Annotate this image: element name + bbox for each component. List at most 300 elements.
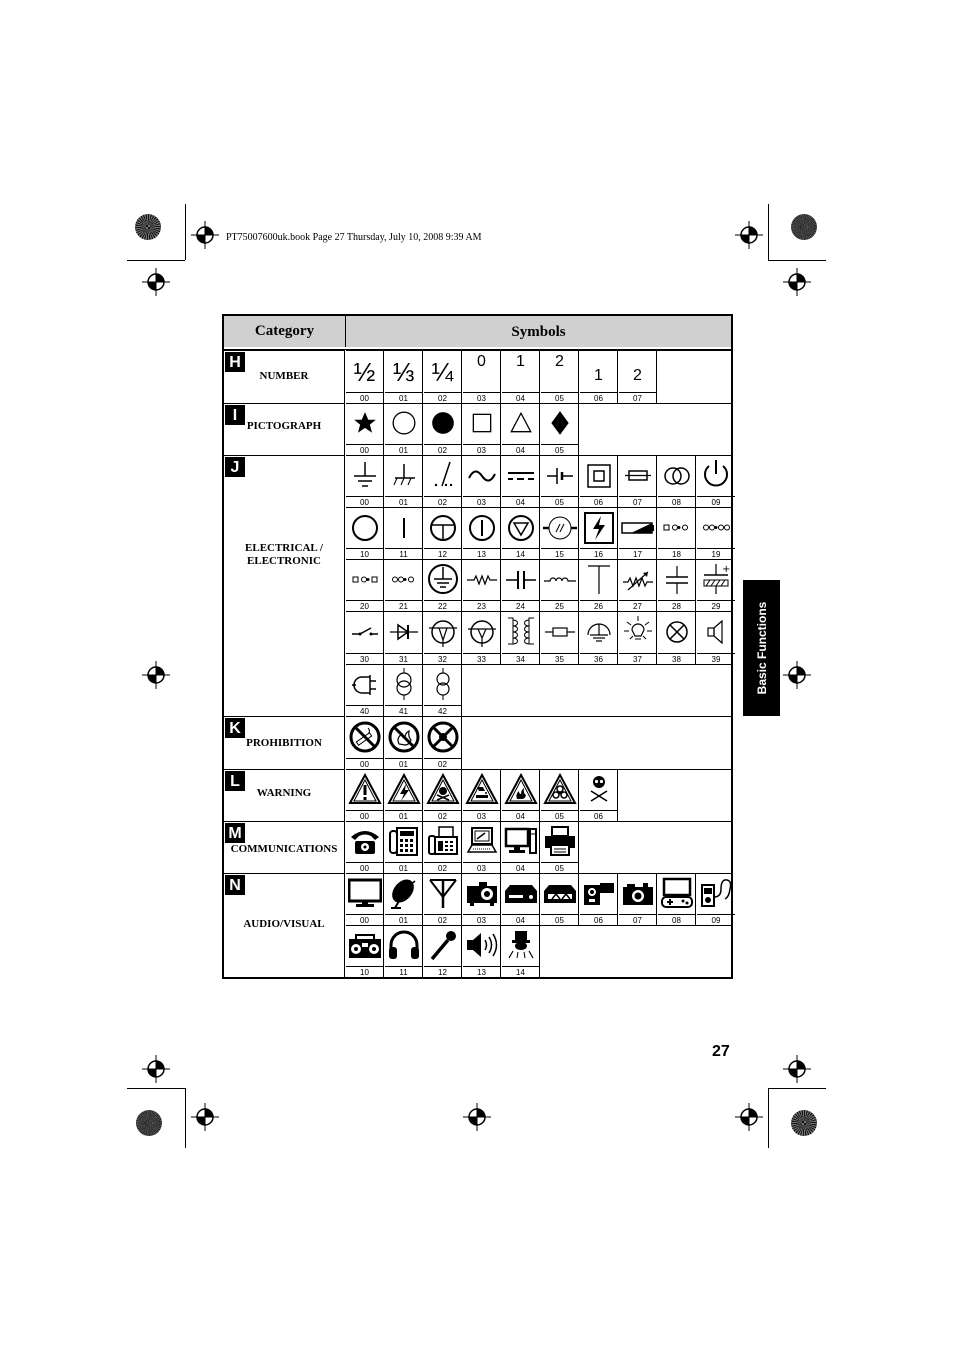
category-warning [224,769,345,821]
symbol-code: 00 [346,914,383,926]
category-name: PICTOGRAPH [246,420,322,432]
symbol-code: 09 [697,914,735,926]
symbol-cell[interactable] [541,770,579,822]
symbol-code: 20 [346,600,383,612]
symbol-cell[interactable] [697,560,735,612]
symbol-code: 17 [619,548,656,560]
symbol-cell[interactable] [502,404,540,456]
symbol-code: 00 [346,496,383,508]
symbol-cell[interactable] [424,665,462,717]
no-access-icon [424,720,461,754]
symbol-cell[interactable] [424,351,462,404]
symbol-code: 03 [463,496,500,508]
toxic-hazard-icon [424,773,461,805]
symbol-cell[interactable] [385,560,423,612]
speaker-icon [697,616,735,648]
symbol-code: 02 [424,914,461,926]
symbol-cell[interactable] [385,612,423,665]
symbol-code: 33 [463,653,500,665]
category-name: PROHIBITION [246,737,322,749]
superscript-one: 1 [516,353,525,370]
symbol-row-audio-visual-1 [346,873,731,925]
category-name: AUDIO/VISUAL [243,918,325,930]
symbol-cell[interactable] [580,612,618,665]
symbol-code: 00 [346,758,383,770]
category-prohibition [224,716,345,769]
symbol-cell[interactable] [502,560,540,612]
symbol-code: 13 [463,548,500,560]
symbol-code: 03 [463,444,500,456]
symbol-cell[interactable] [463,404,501,456]
triangle-outline-icon [502,410,539,436]
symbol-code: 00 [346,862,383,874]
symbol-code: 18 [658,548,695,560]
symbol-code: 07 [619,496,656,508]
symbol-cell[interactable] [424,404,462,456]
symbol-cell[interactable] [697,612,735,665]
symbol-cell[interactable] [463,508,501,560]
ground-icon [346,460,383,492]
symbol-code: 03 [463,810,500,822]
section-tab-label: Basic Functions [754,601,769,695]
symbol-cell[interactable] [619,560,657,612]
capacitor-icon [502,564,539,596]
symbol-cell[interactable] [580,770,618,822]
symbol-cell[interactable] [346,404,384,456]
symbol-code: 03 [463,392,500,404]
symbol-code: 35 [541,653,578,665]
symbol-code: 01 [385,496,422,508]
symbol-cell[interactable] [424,560,462,612]
symbol-cell[interactable] [502,456,540,508]
symbol-cell[interactable] [385,351,423,404]
registration-mark-icon [191,221,219,249]
category-letter: I [225,405,245,425]
symbol-cell[interactable] [619,508,657,560]
symbol-code: 34 [502,653,539,665]
symbol-cell[interactable] [424,508,462,560]
symbol-code: 04 [502,444,539,456]
symbol-cell[interactable] [346,874,384,926]
symbol-cell[interactable] [424,456,462,508]
antenna-dish-icon [580,616,617,648]
subscript-one: 1 [594,367,603,384]
on-off-icon [463,512,500,544]
symbol-row-electrical-5 [346,664,731,716]
symbol-code: 38 [658,653,695,665]
symbol-cell[interactable] [502,508,540,560]
headphones-icon [385,929,422,961]
antenna-icon [424,877,461,909]
symbol-cell[interactable] [346,560,384,612]
symbol-code: 39 [697,653,735,665]
print-header: PT75007600uk.book Page 27 Thursday, July 10, 2008 9:39 AM [226,232,482,243]
color-rosette-icon [136,1110,162,1136]
flammable-hazard-icon [502,773,539,805]
surround-sound-icon [502,929,539,961]
symbol-code: 41 [385,705,422,717]
desktop-computer-icon [502,825,539,857]
symbol-code: 13 [463,966,500,978]
crop-mark [127,1088,185,1089]
symbol-code: 27 [619,600,656,612]
category-communications [224,821,345,873]
symbol-cell[interactable] [463,926,501,978]
symbol-code: 37 [619,653,656,665]
symbol-code: 04 [502,392,539,404]
symbol-cell[interactable] [541,456,579,508]
motor-icon [424,512,461,544]
symbol-cell[interactable] [658,560,696,612]
microphone-icon [424,929,461,961]
registration-mark-icon [463,1103,491,1131]
symbol-code: 23 [463,600,500,612]
symbol-cell[interactable] [541,508,579,560]
color-rosette-icon [791,1110,817,1136]
symbol-cell[interactable] [502,874,540,926]
symbol-code: 03 [463,914,500,926]
symbol-code: 01 [385,810,422,822]
color-rosette-icon [791,214,817,240]
symbol-code: 01 [385,758,422,770]
registration-mark-icon [783,268,811,296]
symbol-cell[interactable] [580,351,618,404]
symbol-cell[interactable] [346,665,384,717]
symbol-code: 07 [619,392,656,404]
symbol-cell[interactable] [385,665,423,717]
registration-mark-icon [783,1055,811,1083]
symbol-cell[interactable] [619,612,657,665]
symbol-cell[interactable] [385,822,423,874]
symbol-row-audio-visual-2 [346,925,731,977]
symbol-cell[interactable] [385,404,423,456]
symbol-cell[interactable] [502,926,540,978]
symbol-code: 02 [424,862,461,874]
symbol-code: 01 [385,392,422,404]
telephone-icon [346,825,383,857]
symbol-code: 12 [424,548,461,560]
crop-mark [185,204,186,260]
connector-icon [697,512,735,544]
symbol-cell[interactable] [541,874,579,926]
alternating-current-icon [463,460,500,492]
page-number: 27 [712,1043,730,1060]
symbol-cell[interactable] [541,612,579,665]
resistor-box-icon [541,616,578,648]
led-icon [541,512,578,544]
fraction-half: ½ [353,357,376,387]
registration-mark-icon [142,661,170,689]
game-console-icon [658,877,695,909]
direct-current-icon [502,460,539,492]
high-voltage-icon [580,511,617,545]
television-icon [346,877,383,909]
symbol-code: 24 [502,600,539,612]
symbol-code: 02 [424,392,461,404]
color-rosette-icon [135,214,161,240]
symbol-code: 06 [580,392,617,404]
crop-mark [768,260,826,261]
diode-icon [385,616,422,648]
symbol-code: 05 [541,392,578,404]
transistor-npn-icon [424,616,461,648]
power-off-circle-icon [346,512,383,544]
double-insulation-icon [580,460,617,492]
video-camera-icon [580,877,617,909]
registration-mark-icon [735,221,763,249]
symbol-cell[interactable] [463,612,501,665]
symbol-code: 05 [541,444,578,456]
symbol-code: 16 [580,548,617,560]
symbol-cell[interactable] [463,874,501,926]
symbol-code: 11 [385,548,422,560]
symbol-row-pictograph [346,403,731,455]
indicator-lamp-icon [658,616,695,648]
symbol-cell[interactable] [424,822,462,874]
subscript-two: 2 [633,367,642,384]
symbol-cell[interactable] [502,822,540,874]
category-audio-visual [224,873,345,977]
symbol-row-number [346,350,731,403]
category-pictograph [224,403,345,455]
projector-icon [463,877,500,909]
symbol-cell[interactable] [658,612,696,665]
symbol-code: 09 [697,496,735,508]
category-name: WARNING [256,787,312,799]
symbol-code: 29 [697,600,735,612]
symbol-cell[interactable] [346,508,384,560]
polarized-capacitor-icon [697,563,735,595]
symbol-cell[interactable] [385,926,423,978]
symbol-cell[interactable] [541,822,579,874]
symbol-cell[interactable] [385,874,423,926]
camera-icon [619,877,656,909]
fraction-third: ⅓ [392,357,415,387]
no-smoking-icon [346,720,383,754]
symbol-code: 01 [385,862,422,874]
symbol-cell[interactable] [346,770,384,822]
superscript-two: 2 [555,353,564,370]
symbol-row-prohibition [346,716,731,769]
symbol-code: 05 [541,810,578,822]
symbol-code: 02 [424,810,461,822]
category-letter: J [225,457,245,477]
connector-icon [385,564,422,596]
symbol-code: 04 [502,914,539,926]
symbol-code: 02 [424,444,461,456]
symbol-cell[interactable] [385,717,423,770]
symbol-cell[interactable] [463,770,501,822]
symbol-code: 06 [580,914,617,926]
stop-triangle-icon [502,512,539,544]
symbol-code: 03 [463,862,500,874]
symbol-cell[interactable] [580,560,618,612]
category-letter: K [225,718,245,738]
category-letter: N [225,875,245,895]
superscript-zero: 0 [477,353,486,370]
symbol-row-warning [346,769,731,821]
symbol-row-communications [346,821,731,873]
header-category: Category [224,316,346,347]
symbol-cell[interactable] [697,508,735,560]
symbol-code: 08 [658,496,695,508]
power-icon [697,458,735,492]
transformer-icon [658,460,695,492]
symbol-cell[interactable] [346,456,384,508]
symbol-cell[interactable] [424,926,462,978]
symbol-cell[interactable] [385,508,423,560]
section-tab [743,580,780,716]
symbol-code: 02 [424,758,461,770]
circle-outline-icon [385,410,422,436]
symbol-row-electrical-2 [346,507,731,559]
star-icon [346,410,383,436]
mobile-phone-icon [385,825,422,857]
symbol-cell[interactable] [424,770,462,822]
symbol-code: 05 [541,496,578,508]
registration-mark-icon [142,268,170,296]
symbol-code: 07 [619,914,656,926]
symbol-cell[interactable] [658,456,696,508]
symbol-cell[interactable] [346,351,384,404]
battery-cell-icon [541,460,578,492]
symbol-code: 25 [541,600,578,612]
symbol-code: 40 [346,705,383,717]
connector-icon [658,512,695,544]
symbol-code: 11 [385,966,422,978]
inductor-icon [541,564,578,596]
power-on-line-icon [385,512,422,544]
symbol-row-electrical-3 [346,559,731,611]
registration-mark-icon [735,1103,763,1131]
symbol-row-electrical-4 [346,611,731,664]
symbol-code: 04 [502,810,539,822]
diamond-filled-icon [541,410,578,436]
crop-mark [768,204,769,260]
symbol-code: 19 [697,548,735,560]
symbol-cell[interactable] [502,612,540,665]
symbol-cell[interactable] [580,874,618,926]
symbol-cell[interactable] [385,456,423,508]
symbol-cell[interactable] [541,404,579,456]
chassis-ground-icon [385,460,422,492]
symbol-code: 42 [424,705,461,717]
symbol-cell[interactable] [502,770,540,822]
symbol-code: 05 [541,862,578,874]
crop-mark [127,260,185,261]
symbol-cell[interactable] [541,351,579,404]
capacitor-vertical-icon [658,564,695,596]
symbol-cell[interactable] [463,560,501,612]
category-letter: L [225,771,245,791]
symbol-code: 30 [346,653,383,665]
symbol-cell[interactable] [424,874,462,926]
symbol-code: 04 [502,496,539,508]
category-letter: H [225,352,245,372]
category-name: NUMBER [259,370,309,382]
registration-mark-icon [142,1055,170,1083]
symbol-cell[interactable] [697,874,735,926]
boombox-icon [346,929,383,961]
symbol-cell[interactable] [697,456,735,508]
symbol-code: 06 [580,810,617,822]
symbol-code: 10 [346,548,383,560]
fax-icon [424,825,461,857]
battery-level-icon [619,512,656,544]
symbol-cell[interactable] [424,717,462,770]
dvd-player-icon [541,877,578,909]
biohazard-icon [541,773,578,805]
symbol-cell[interactable] [424,612,462,665]
laptop-icon [463,825,500,857]
symbol-cell[interactable] [658,508,696,560]
satellite-dish-icon [385,877,422,909]
crop-mark [185,1088,186,1148]
symbol-cell[interactable] [385,770,423,822]
symbol-code: 06 [580,496,617,508]
category-name: ELECTRICAL / ELECTRONIC [245,542,323,567]
symbol-code: 14 [502,966,539,978]
symbol-cell[interactable] [463,822,501,874]
symbol-cell[interactable] [619,456,657,508]
symbol-code: 00 [346,444,383,456]
antenna-t-icon [580,562,617,596]
crop-mark [768,1088,769,1148]
symbol-cell[interactable] [580,508,618,560]
symbol-cell[interactable] [619,874,657,926]
symbol-code: 08 [658,914,695,926]
symbol-code: 10 [346,966,383,978]
svg-text:+: + [722,564,731,575]
symbol-code: 15 [541,548,578,560]
circle-filled-icon [424,410,461,436]
printer-icon [541,825,578,857]
header-symbols: Symbols [346,316,731,347]
symbol-cell[interactable] [346,822,384,874]
symbol-cell[interactable] [541,560,579,612]
symbol-code: 22 [424,600,461,612]
switch-icon [346,616,383,648]
category-electrical [224,455,345,716]
symbol-cell[interactable] [346,612,384,665]
symbol-code: 05 [541,914,578,926]
connector-icon [346,564,383,596]
category-name: COMMUNICATIONS [230,843,338,855]
symbol-cell[interactable] [463,351,501,404]
caution-icon [346,773,383,805]
symbol-cell[interactable] [502,351,540,404]
crop-mark [768,1088,826,1089]
symbol-code: 26 [580,600,617,612]
symbol-cell[interactable] [346,926,384,978]
category-letter: M [225,823,245,843]
fuse-icon [619,460,656,492]
symbol-cell[interactable] [463,456,501,508]
voltage-transformer-icon [424,667,461,701]
symbol-code: 32 [424,653,461,665]
symbol-cell[interactable] [658,874,696,926]
protective-earth-icon [424,562,461,596]
symbol-cell[interactable] [619,351,657,404]
symbol-cell[interactable] [346,717,384,770]
symbol-code: 12 [424,966,461,978]
category-number [224,350,345,403]
square-outline-icon [463,410,500,436]
registration-mark-icon [191,1103,219,1131]
variable-resistor-icon [619,564,656,596]
electric-hazard-icon [385,773,422,805]
symbol-cell[interactable] [580,456,618,508]
